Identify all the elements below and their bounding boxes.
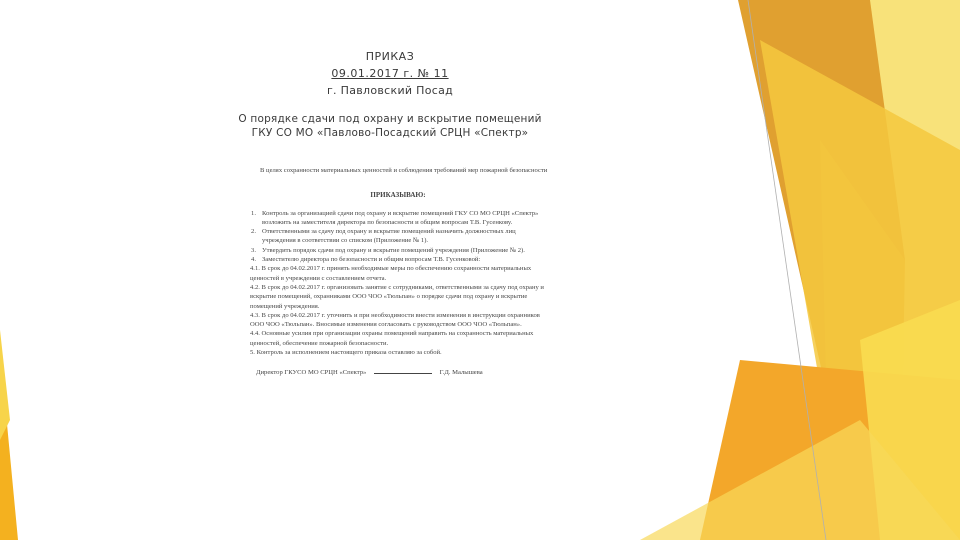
order-subitem: 4.2. В срок до 04.02.2017 г. организовать занятие с сотрудниками, ответственными за сдачу под охрану и вскрытие помещений, охранниками ООО ЧОО «Тюльпан» о порядке сдачи под охрану и вскрытие помещений учреждения. [250, 283, 544, 310]
signature-block [248, 367, 548, 377]
order-subitem: 5. Контроль за исполнением настоящего приказа оставляю за собой. [250, 349, 442, 357]
document-header [220, 48, 560, 140]
order-city: г. Павловский Посад [326, 84, 454, 97]
order-subject [220, 112, 560, 140]
order-item [248, 209, 548, 228]
order-item-text: Утвердить порядок сдачи под охрану и вскрытие помещений учреждения (Приложение № 2). [262, 246, 525, 254]
signature-line [374, 367, 432, 374]
scanned-order-text [248, 166, 548, 378]
order-item [248, 227, 548, 246]
orders-heading: ПРИКАЗЫВАЮ: [370, 191, 426, 200]
order-title: ПРИКАЗ [365, 50, 415, 63]
signature-position: Директор ГКУСО МО СРЦН «Спектр» [256, 369, 367, 377]
order-date-number: 09.01.2017 г. № 11 [331, 67, 449, 80]
order-intro: В целях сохранности материальных ценностей и соблюдения требований мер пожарной безопасности [260, 167, 548, 174]
order-item [248, 255, 548, 264]
order-item-number: 2. [251, 228, 256, 236]
order-subitem: 4.4. Основные усилия при организации охраны помещений направить на сохранность материальных ценностей, обеспечение пожарной безопасности. [250, 330, 534, 347]
order-item-text: Ответственными за сдачу под охрану и вскрытие помещений назначить должностных лиц учреждения в соответствии со списком (Приложение № 1). [262, 228, 516, 245]
order-item-text: Заместителю директора по безопасности и общим вопросам Т.В. Гусенковой: [262, 256, 481, 264]
order-item [248, 246, 548, 255]
order-subitem: 4.1. В срок до 04.02.2017 г. принять необходимые меры по обеспечению сохранности материальных ценностей в учреждении с составлением отчета. [250, 265, 532, 282]
order-item-number: 4. [251, 256, 256, 264]
order-subject-line-1: О порядке сдачи под охрану и вскрытие помещений [238, 113, 542, 125]
order-item-number: 1. [251, 209, 256, 217]
order-item-text: Контроль за организацией сдачи под охрану и вскрытие помещений ГКУ СО МО СРЦН «Спектр» возложить на заместителя директора по безопасности и общим вопросам Т.В. Гусенкову. [262, 209, 539, 226]
order-item-number: 3. [251, 246, 256, 254]
gold-triangle-left-edge [0, 330, 10, 440]
order-subitem: 4.3. В срок до 04.02.2017 г. уточнить и при необходимости внести изменения в инструкции охранников ООО ЧОО «Тюльпан». Вносимые изменения согласовать с руководством ООО ЧОО «Тюльпан». [250, 311, 540, 329]
order-subject-line-2: ГКУ СО МО «Павлово-Посадский СРЦН «Спектр» [251, 127, 529, 139]
signature-name: Г.Д. Малышева [439, 369, 483, 377]
